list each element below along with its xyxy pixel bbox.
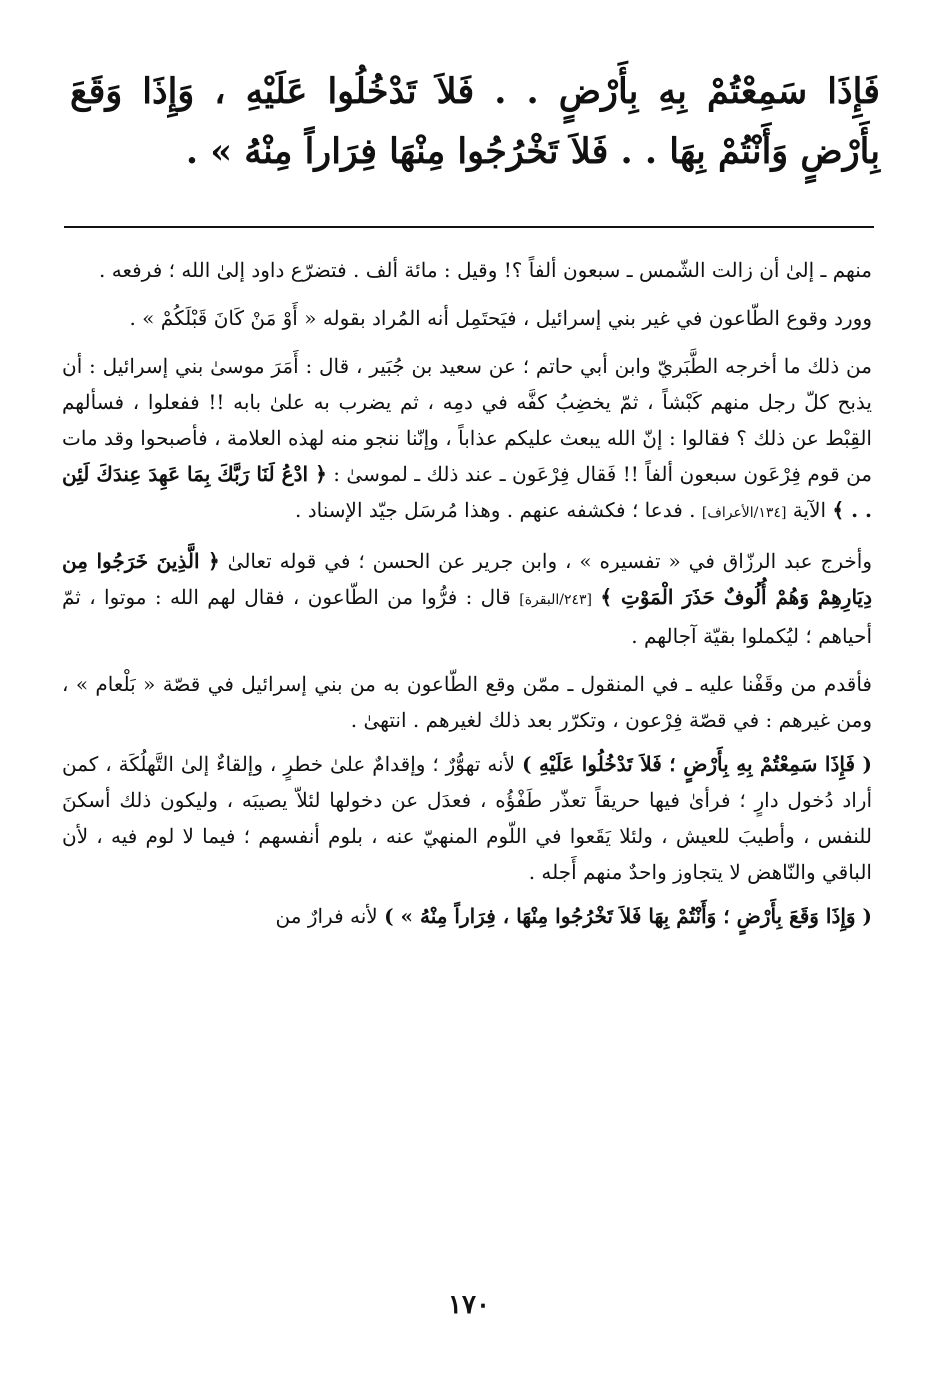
- footnote-divider: [64, 226, 874, 228]
- paragraph-7: [62, 898, 872, 934]
- paragraph-4-body: وأخرج عبد الرزّاق في « تفسيره » ، وابن جرير عن الحسن ؛ في قوله تعالىٰ: [227, 549, 872, 573]
- verse-reference-baqara: [٢٤٣/البقرة]: [519, 592, 592, 608]
- verse-reference-araf: [١٣٤/الأعراف]: [701, 505, 787, 521]
- paragraph-6-body: لأنه تهوُّرٌ ؛ وإقدامٌ علىٰ خطرٍ ، وإلقاءٌ إلىٰ التَّهلُكَة ، كمن أراد دُخول دارٍ ؛ فرأىٰ فيها حريقاً تعذّر طَفْؤُه ، فعدَل عن دخولها لئلاّ يصيبَه ، وليكون ذلك أسكنَ للنفس ، وأطيبَ للعيش ، ولئلا يَقَعوا في اللّوم المنهيّ عنه ، بلوم أنفسهم ؛ فيما لا لوم فيه ، لأن الباقي والنّاهض لا يتجاوز واحدٌ منهم أَجله .: [62, 752, 872, 884]
- hadith-quote-leave: ( وَإِذَا وَقَعَ بِأَرْضٍ ؛ وَأَنْتُمْ بِهَا فَلاَ تَخْرُجُوا مِنْهَا ، فِرَاراً مِنْهُ » ): [384, 904, 872, 928]
- commentary-section: [62, 252, 872, 946]
- paragraph-4-end: قال : فرُّوا من الطّاعون ، فقال لهم الله : موتوا ، ثمّ أحياهم ؛ ليُكملوا بقيّة آجالهم .: [62, 585, 872, 648]
- quran-verse-araf: ﴿ ادْعُ لَنَا رَبَّكَ بِمَا عَهِدَ عِندَكَ لَئِن . . ﴾: [62, 462, 872, 522]
- paragraph-4: [62, 543, 872, 654]
- paragraph-7-body: لأنه فرارٌ من: [275, 904, 378, 928]
- paragraph-3-body: من ذلك ما أخرجه الطَّبَريّ وابن أبي حاتم ؛ عن سعيد بن جُبَير ، قال : أَمَرَ موسىٰ بني إسرائيل : أن يذبح كلّ رجل منهم كَبْشاً ، ثمّ يخضِبُ كفَّه في دمِه ، ثم يضرب به علىٰ بابه !! ففعلوا ، فسألهم القِبْط عن ذلك ؟ فقالوا : إنّ الله يبعث عليكم عذاباً ، وإنّنا ننجو منه لهذه العلامة ، فأصبحوا وقد مات من قوم فِرْعَون سبعون ألفاً !! فَقال فِرْعَون ـ عند ذلك ـ لموسىٰ :: [62, 354, 873, 486]
- paragraph-6: [62, 746, 872, 890]
- hadith-text: فَإِذَا سَمِعْتُمْ بِهِ بِأَرْضٍ . . فَلاَ تَدْخُلُوا عَلَيْهِ ، وَإِذَا وَقَعَ بِأَرْضٍ وَأَنْتُمْ بِهَا . . فَلاَ تَخْرُجُوا مِنْهَا فِرَاراً مِنْهُ » .: [70, 71, 880, 172]
- paragraph-3-end: . فدعا ؛ فكشفه عنهم . وهذا مُرسَل جيّد الإسناد .: [295, 498, 696, 522]
- paragraph-1: منهم ـ إلىٰ أن زالت الشّمس ـ سبعون ألفاً ؟! وقيل : مائة ألف . فتضرّع داود إلىٰ الله ؛ فرفعه .: [99, 258, 872, 282]
- paragraph-5: فأقدم من وقَفْنا عليه ـ في المنقول ـ ممّن وقع الطّاعون به من بني إسرائيل في قصّة « بَلْعام » ، ومن غيرهم : في قصّة فِرْعون ، وتكرّر بعد ذلك لغيرهم . انتهىٰ .: [62, 672, 872, 732]
- paragraph-2: وورد وقوع الطّاعون في غير بني إسرائيل ، فيَحتَمِل أنه المُراد بقوله « أَوْ مَنْ كَانَ قَبْلَكُمْ » .: [129, 306, 872, 330]
- page-number: ١٧٠: [448, 1290, 490, 1320]
- quran-verse-baqara: ﴿ الَّذِينَ خَرَجُوا مِن دِيَارِهِمْ وَهُمْ أُلُوفٌ حَذَرَ الْمَوْتِ ﴾: [62, 549, 873, 609]
- paragraph-3: [62, 348, 872, 531]
- hadith-quote-enter: ( فَإِذَا سَمِعْتُمْ بِهِ بِأَرْضٍ ؛ فَلاَ تَدْخُلُوا عَلَيْهِ ): [521, 752, 873, 776]
- paragraph-3-aya-word: الآية: [792, 498, 827, 522]
